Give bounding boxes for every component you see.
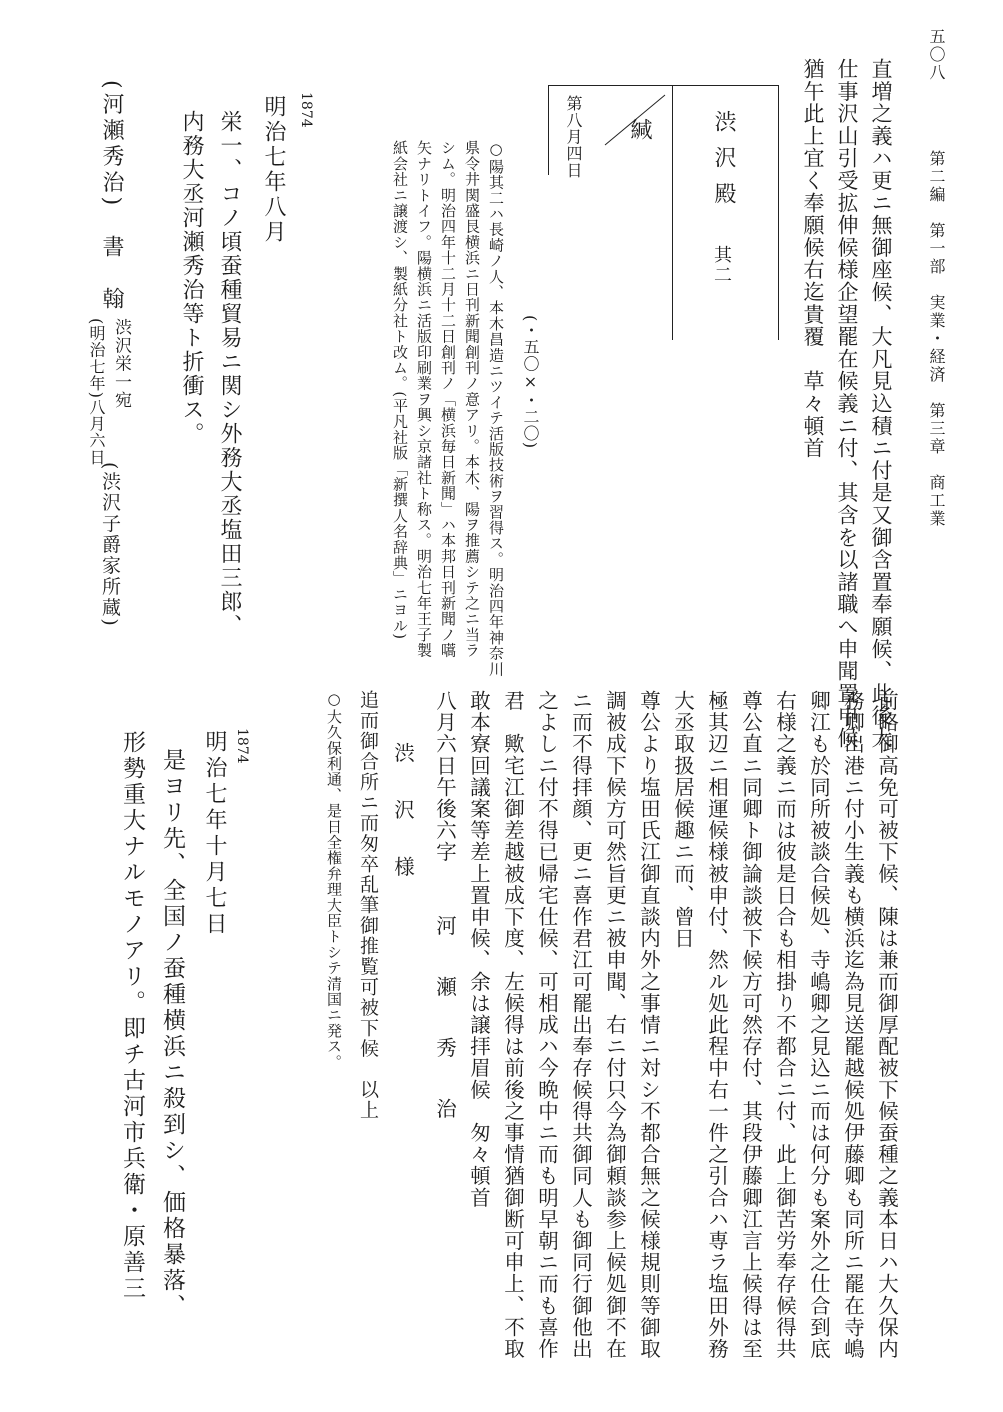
- upper-main-line-1: 直増之義ハ更ニ無御座候、大凡見込積ニ付是又御含置奉願候、此後大: [869, 58, 893, 750]
- upper-note-line-3: シム。明治四年十二月十二日創刊ノ「横浜毎日新聞」ハ本邦日刊新聞ノ嚆: [439, 140, 457, 659]
- postscript: 追而御合所ニ而匆卒乱筆御推覧可被下候 以上: [357, 690, 379, 1121]
- lower-year: 1874: [234, 728, 250, 764]
- seal-label: 緘: [627, 118, 652, 143]
- lower-date-heading: 明治七年十月七日: [202, 730, 227, 938]
- lower-main-line-9: 調被成下候方可然旨更ニ被申聞、右ニ付只今為御頼談参上候処御不在: [602, 690, 627, 1360]
- lower-event-line-2: 形勢重大ナルモノアリ。即チ古河市兵衛・原善三: [119, 730, 145, 1302]
- lower-main-line-10: ニ而不得拝顔、更ニ喜作君江可罷出奉存候得共御同人も御同行御他出: [568, 690, 593, 1360]
- upper-note-line-4: 矢ナリトイフ。陽横浜ニ活版印刷業ヲ興シ京諸社ト称ス。明治七年王子製: [415, 140, 433, 659]
- address-box-right: [778, 85, 779, 340]
- source-title: (河瀬秀治) 書 翰: [99, 80, 124, 314]
- addressee: 渋沢殿: [711, 110, 736, 218]
- lower-main-line-5: 尊公直ニ同卿ト御論談被下候方可然存付、其段伊藤卿江言上候得は至: [738, 690, 763, 1360]
- address-box-left: [548, 85, 549, 175]
- part-label: 其二: [711, 245, 732, 285]
- letter-addressee: 渋 沢 様: [390, 742, 415, 885]
- address-box-divider: [672, 85, 673, 340]
- lower-main-line-8: 尊公より塩田氏江御直談内外之事情ニ対シ不都合無之候様規則等御取: [636, 690, 661, 1360]
- lower-event-line-1: 是ヨリ先、全国ノ蚕種横浜ニ殺到シ、価格暴落、: [159, 748, 185, 1320]
- seal-slash: [600, 90, 670, 150]
- source-sender: 渋沢栄一宛: [111, 318, 131, 410]
- upper-event-line-2: 内務大丞河瀬秀治等ト折衝ス。: [179, 110, 204, 446]
- upper-note-line-5: 紙会社ニ譲渡シ、製紙分社ト改ム。(平凡社版「新撰人名辞典」ニヨル): [391, 140, 409, 640]
- lower-main-line-1: 前略御高免可被下候、陳は兼而御厚配被下候蚕種之義本日ハ大久保内: [874, 690, 899, 1360]
- date-label: 第八月四日: [564, 95, 583, 179]
- upper-date-heading: 明治七年八月: [261, 95, 286, 245]
- doc-code: (・五〇×・二〇): [521, 315, 540, 449]
- lower-main-line-13: 敢本寮回議案等差上置申候、余は譲拝眉候 匆々頓首: [466, 690, 491, 1209]
- lower-note: ○大久保利通、是日全権弁理大臣トシテ清国ニ発ス。: [325, 690, 343, 1070]
- lower-main-line-3: 卿江も於同所被談合候処、寺嶋卿之見込ニ而は何分も案外之仕合到底: [806, 690, 831, 1360]
- upper-main-line-3: 猶午此上宜く奉願候右迄貴覆 草々頓首: [801, 58, 825, 460]
- lower-main-line-12: 君 歟宅江御差越被成下度、左候得は前後之事情猶御断可申上、不取: [500, 690, 525, 1360]
- source-holder: (渋沢子爵家所蔵): [99, 462, 121, 628]
- source-date: (明治七年)八月六日: [87, 318, 106, 466]
- lower-main-line-7: 大丞取扱居候趣ニ而、曾日: [670, 690, 695, 950]
- running-header: 第二編 第一部 実業・経済 第三章 商工業: [927, 150, 946, 528]
- upper-event-line-1: 栄一、コノ頃蚕種貿易ニ関シ外務大丞塩田三郎、: [217, 110, 242, 638]
- address-box-top: [548, 85, 778, 86]
- page-number: 五〇八: [927, 28, 946, 82]
- upper-year: 1874: [298, 92, 314, 128]
- lower-main-line-11: 之よしニ付不得已帰宅仕候、可相成ハ今晩中ニ而も明早朝ニ而も喜作: [534, 690, 559, 1360]
- upper-main-line-2: 仕事沢山引受拡伸候様企望罷在候義ニ付、其含を以諸職へ申聞置申候: [835, 58, 859, 750]
- lower-main-line-4: 右様之義ニ而は彼是日合も相掛り不都合ニ付、此上御苦労奉存候得共: [772, 690, 797, 1360]
- lower-main-line-6: 極其辺ニ相運候様被申付、然ル処此程中右一件之引合ハ専ラ塩田外務: [704, 690, 729, 1360]
- letter-date: 八月六日午後六字: [432, 690, 457, 863]
- upper-note-line-2: 県令井関盛艮横浜ニ日刊新聞創刊ノ意アリ。本木、陽ヲ推薦シテ之ニ当ラ: [463, 140, 481, 659]
- lower-main-line-2: 務卿出港ニ付小生義も横浜迄為見送罷越候処伊藤卿も同所ニ罷在寺嶋: [840, 690, 865, 1360]
- letter-signature: 河 瀬 秀 治: [432, 915, 457, 1129]
- upper-note-line-1: ○陽其二ハ長崎ノ人、本木昌造ニツイテ活版技術ヲ習得ス。明治四年神奈川: [487, 140, 505, 677]
